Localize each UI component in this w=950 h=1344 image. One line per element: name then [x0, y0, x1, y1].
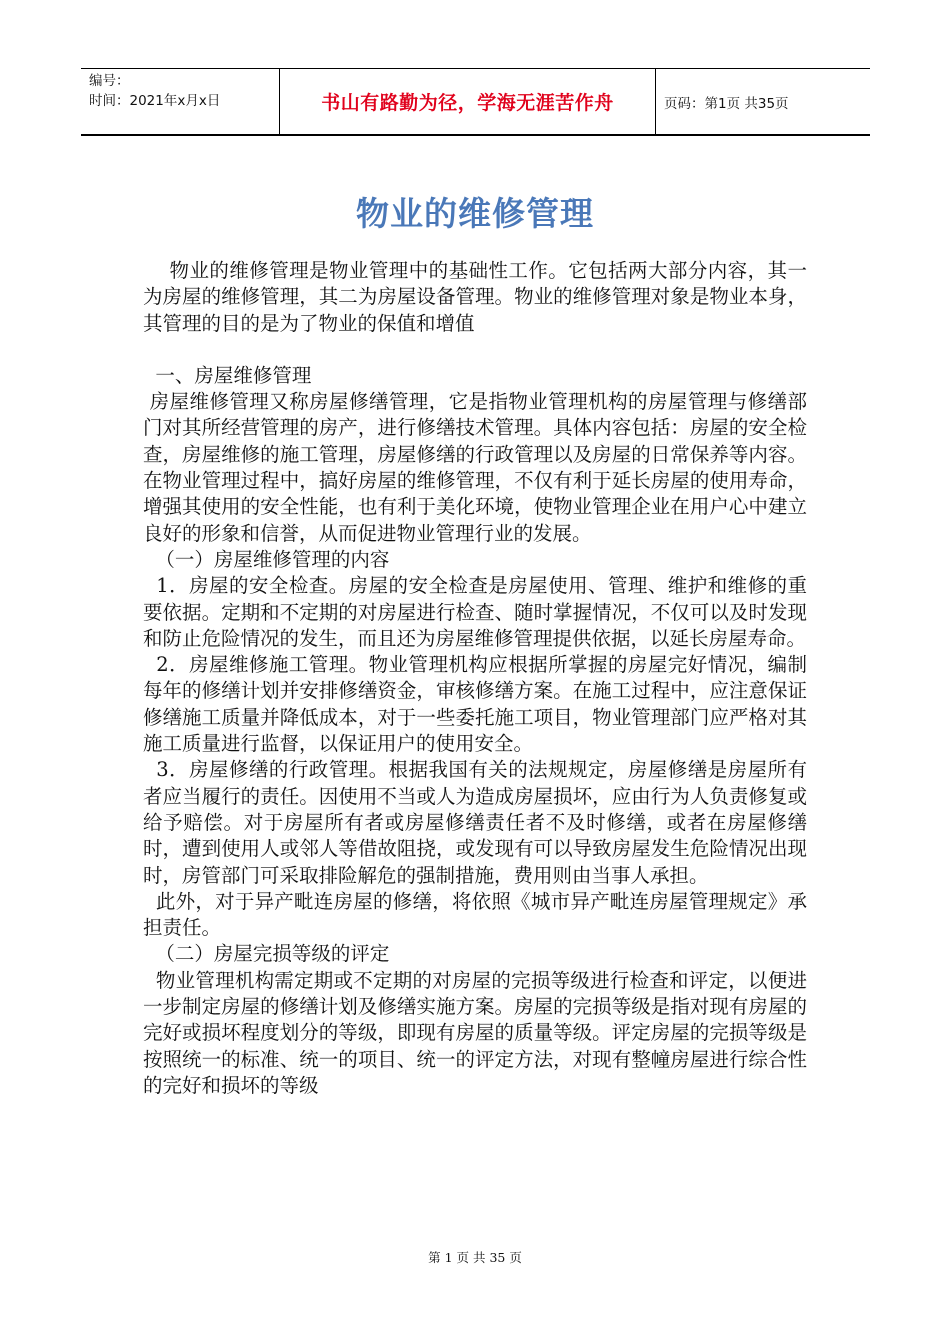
date-label: 时间：2021年x月x日 — [89, 93, 221, 109]
subsection-heading: （二）房屋完损等级的评定 — [143, 942, 390, 966]
body-paragraph: 3．房屋修缮的行政管理。根据我国有关的法规规定，房屋修缮是房屋所有者应当履行的责任。因使用不当或人为造成房屋损坏，应由行为人负责修复或给予赔偿。对于房屋所有者或房屋修缮责任者不及时修缮，或者在房屋修缮时，遭到使用人或邻人等借故阻挠，或发现有可以导致房屋发生危险情况出现时，房管部门可采取排险解危的强制措施，费用则由当事人承担。 — [143, 758, 807, 887]
header-divider — [655, 69, 656, 134]
document-title: 物业的维修管理 — [356, 194, 594, 233]
body-paragraph: 2．房屋维修施工管理。物业管理机构应根据所掌握的房屋完好情况，编制每年的修缮计划并安排修缮资金，审核修缮方案。在施工过程中，应注意保证修缮施工质量并降低成本，对于一些委托施工项目，物业管理部门应严格对其施工质量进行监督，以保证用户的使用安全。 — [143, 653, 807, 756]
body-paragraph: 1．房屋的安全检查。房屋的安全检查是房屋使用、管理、维护和维修的重要依据。定期和不定期的对房屋进行检查、随时掌握情况，不仅可以及时发现和防止危险情况的发生，而且还为房屋维修管理提供依据，以延长房屋寿命。 — [143, 574, 807, 650]
number-label: 编号： — [89, 73, 130, 89]
header-page-info: 页码：第1页 共35页 — [664, 95, 789, 112]
page-footer: 第 1 页 共 35 页 — [428, 1250, 522, 1265]
header-bottom-rule — [81, 134, 870, 136]
header-motto: 书山有路勤为径，学海无涯苦作舟 — [321, 92, 614, 114]
intro-paragraph: 物业的维修管理是物业管理中的基础性工作。它包括两大部分内容，其一为房屋的维修管理，其二为房屋设备管理。物业的维修管理对象是物业本身，其管理的目的是为了物业的保值和增值 — [143, 259, 807, 335]
page-header — [81, 68, 870, 136]
header-meta — [89, 71, 275, 111]
body-paragraph: 此外，对于异产毗连房屋的修缮，将依照《城市异产毗连房屋管理规定》承担责任。 — [143, 889, 807, 940]
section-heading: 一、房屋维修管理 — [143, 363, 312, 387]
body-paragraph: 物业管理机构需定期或不定期的对房屋的完损等级进行检查和评定，以便进一步制定房屋的修缮计划及修缮实施方案。房屋的完损等级是指对现有房屋的完好或损坏程度划分的等级，即现有房屋的质量等级。评定房屋的完损等级是按照统一的标准、统一的项目、统一的评定方法，对现有整幢房屋进行综合性的完好和损坏的等级 — [143, 968, 807, 1097]
subsection-heading: （一）房屋维修管理的内容 — [143, 547, 390, 571]
body-paragraph: 房屋维修管理又称房屋修缮管理，它是指物业管理机构的房屋管理与修缮部门对其所经营管理的房产，进行修缮技术管理。具体内容包括：房屋的安全检查，房屋维修的施工管理，房屋修缮的行政管理以及房屋的日常保养等内容。在物业管理过程中，搞好房屋的维修管理，不仅有利于延长房屋的使用寿命，增强其使用的安全性能，也有利于美化环境，使物业管理企业在用户心中建立良好的形象和信誉，从而促进物业管理行业的发展。 — [143, 390, 807, 545]
document-body — [143, 258, 807, 1099]
